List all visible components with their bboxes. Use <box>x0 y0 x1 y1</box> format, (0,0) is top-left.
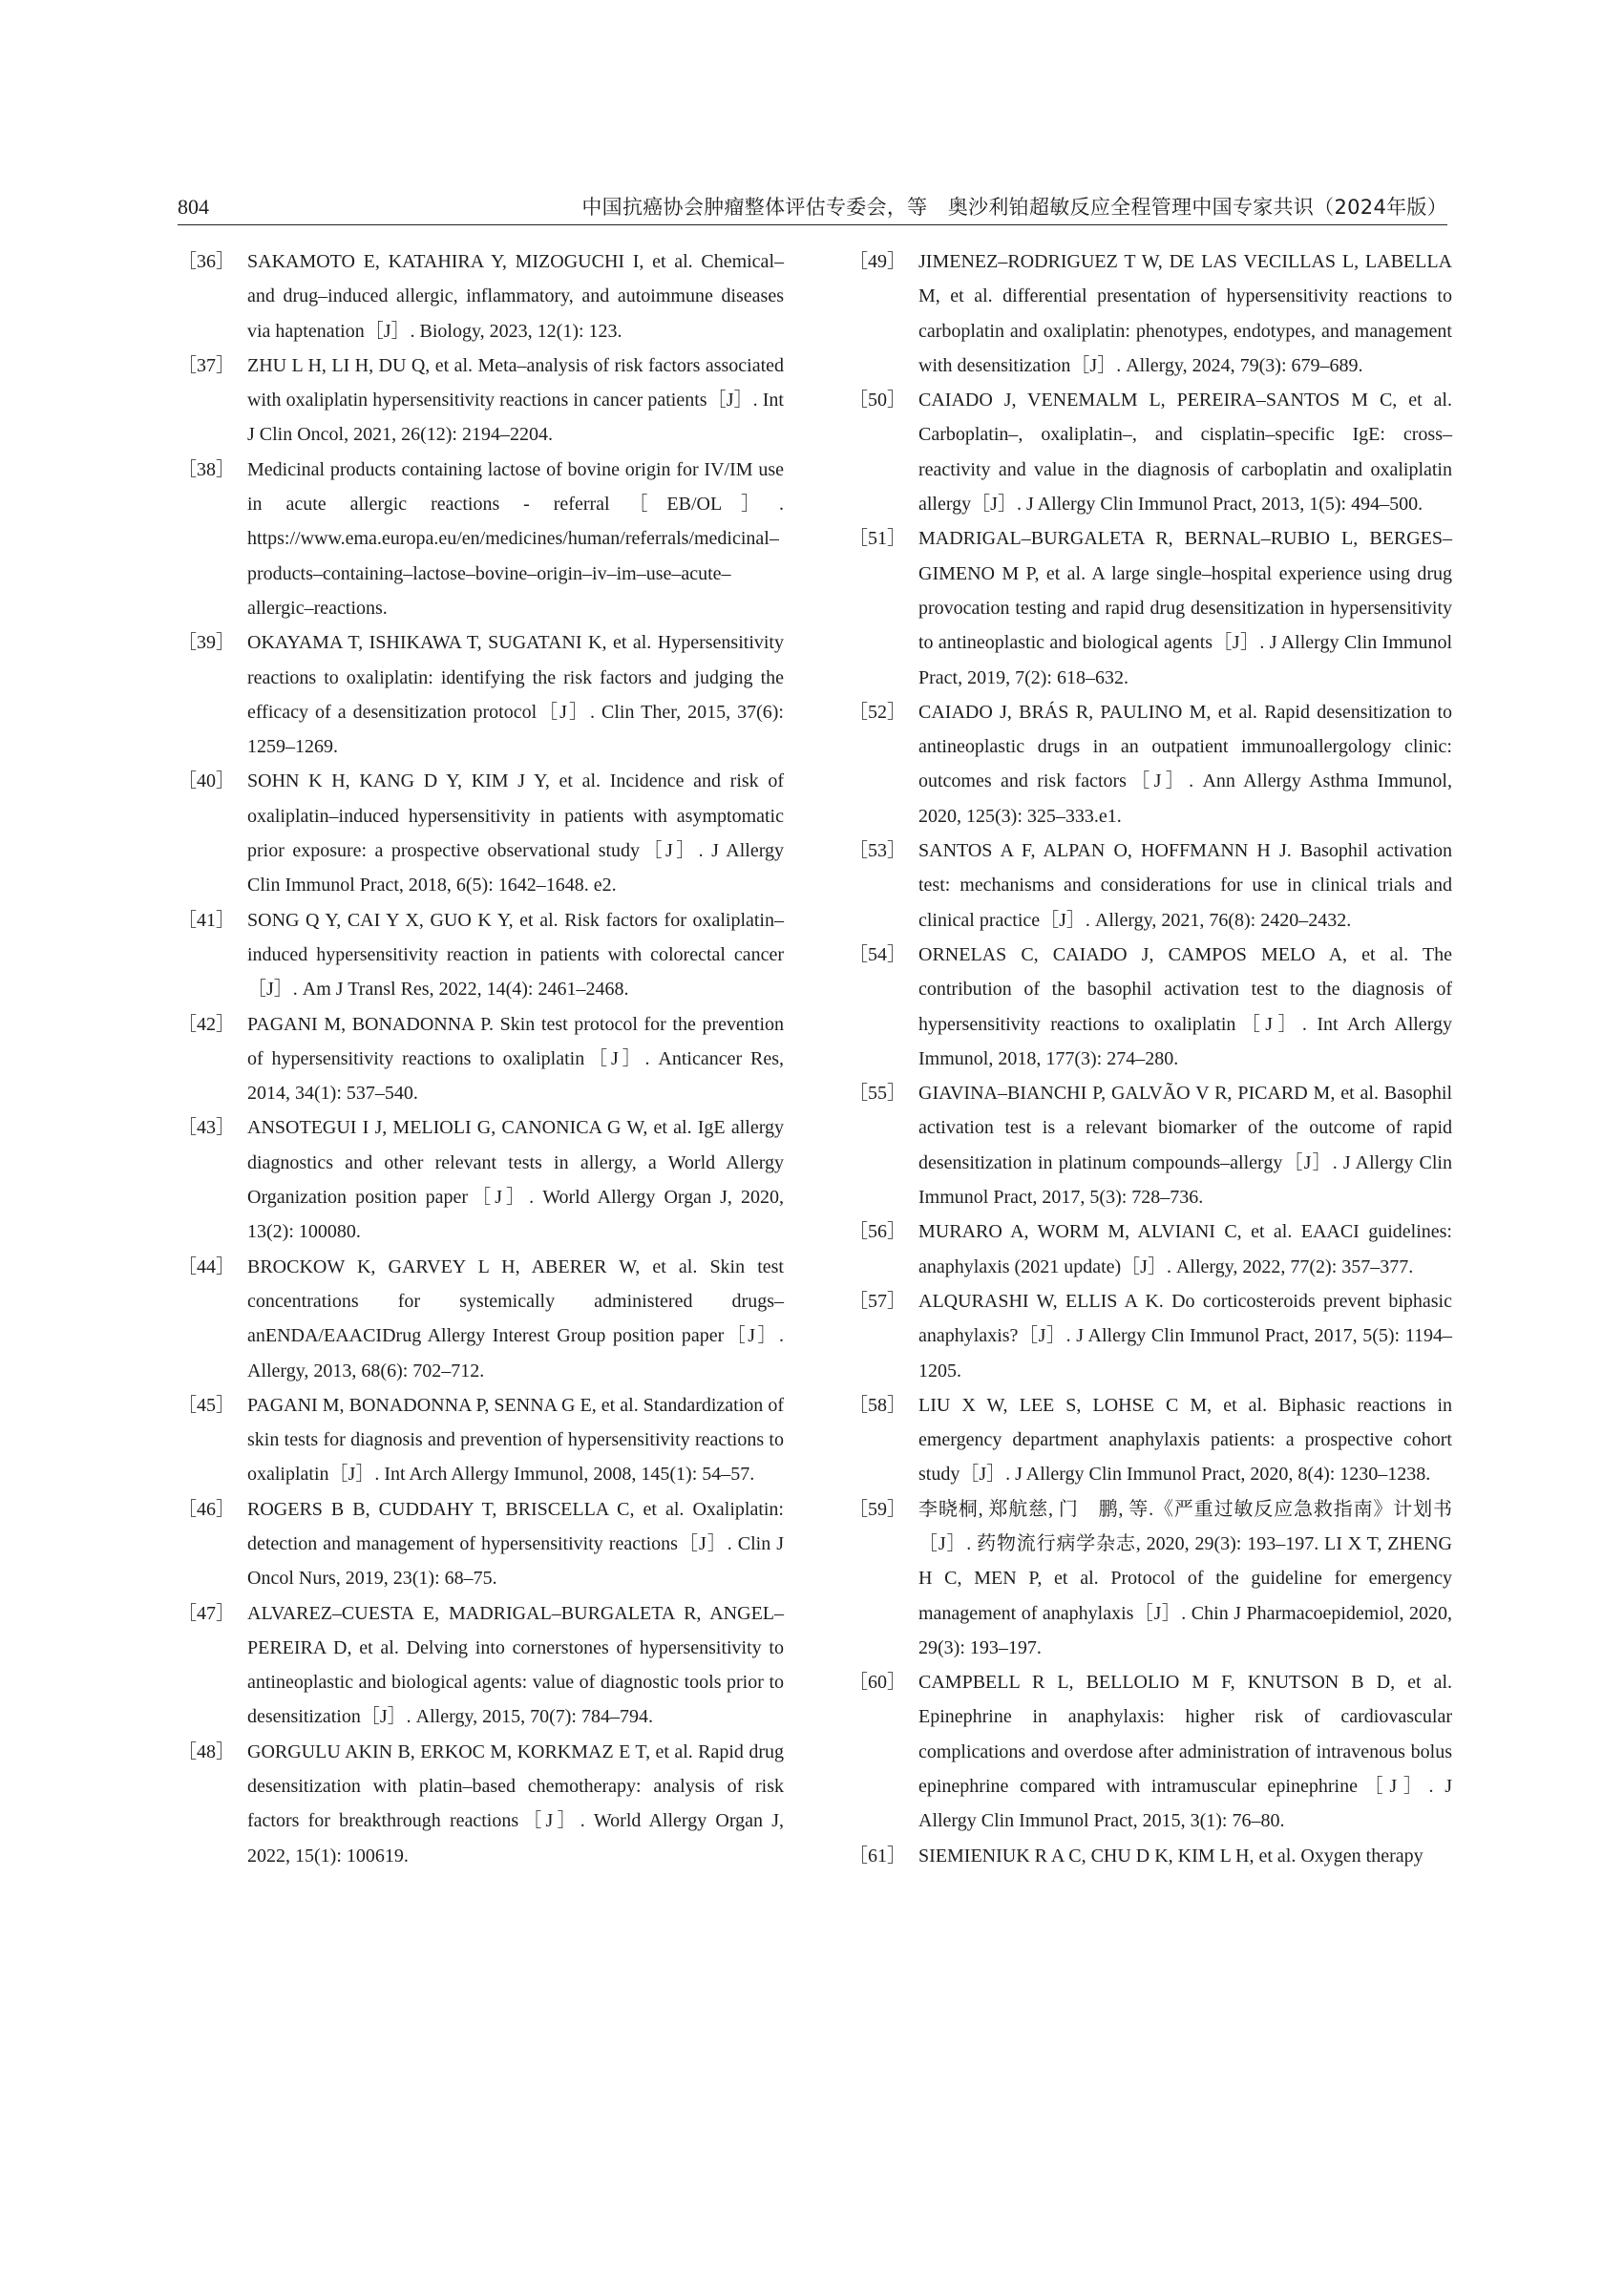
reference-text: ANSOTEGUI I J, MELIOLI G, CANONICA G W, et al. IgE allergy diagnostics and other relevant tests in allergy, a World Allergy Organization position paper［J］. World Allergy Organ J, 2020, 13(2): 100080. <box>247 1117 784 1243</box>
reference-48 <box>178 1735 784 1873</box>
reference-37 <box>178 348 784 453</box>
reference-number: ［40］ <box>178 770 235 792</box>
reference-56 <box>849 1214 1452 1284</box>
reference-number: ［38］ <box>178 458 235 480</box>
reference-number: ［51］ <box>849 528 906 550</box>
reference-number: ［49］ <box>849 251 906 272</box>
reference-53 <box>849 833 1452 938</box>
reference-number: ［54］ <box>849 943 906 965</box>
reference-text: SAKAMOTO E, KATAHIRA Y, MIZOGUCHI I, et al. Chemical– and drug–induced allergic, inflammatory, and autoimmune diseases via haptenation［J］. Biology, 2023, 12(1): 123. <box>247 251 784 342</box>
reference-41 <box>178 903 784 1007</box>
reference-number: ［60］ <box>849 1672 906 1694</box>
reference-number: ［45］ <box>178 1394 235 1416</box>
reference-text: BROCKOW K, GARVEY L H, ABERER W, et al. Skin test concentrations for systemically administered drugs–anENDA/EAACIDrug Allergy Interest Group position paper［J］. Allergy, 2013, 68(6): 702–712. <box>247 1255 784 1382</box>
reference-text: GIAVINA–BIANCHI P, GALVÃO V R, PICARD M, et al. Basophil activation test is a relevant biomarker of the outcome of rapid desensitization in platinum compounds–allergy［J］. J Allergy Clin Immunol Pract, 2017, 5(3): 728–736. <box>918 1083 1452 1209</box>
reference-number: ［48］ <box>178 1740 235 1762</box>
reference-59 <box>849 1492 1452 1665</box>
reference-text: Medicinal products containing lactose of bovine origin for IV/IM use in acute allergic reactions - referral［EB/OL］. https://www.ema.europa.eu/en/medicines/human/referrals/medicinal–products–containing–lactose–bovine–origin–iv–im–use–acute–allergic–reactions. <box>247 458 784 619</box>
reference-58 <box>849 1388 1452 1492</box>
reference-number: ［39］ <box>178 632 235 654</box>
reference-text: ZHU L H, LI H, DU Q, et al. Meta–analysis of risk factors associated with oxaliplatin hypersensitivity reactions in cancer patients［J］. Int J Clin Oncol, 2021, 26(12): 2194–2204. <box>247 354 784 446</box>
reference-text: ALQURASHI W, ELLIS A K. Do corticosteroids prevent biphasic anaphylaxis?［J］. J Allergy Clin Immunol Pract, 2017, 5(5): 1194–1205. <box>918 1290 1452 1382</box>
reference-number: ［36］ <box>178 251 235 272</box>
reference-number: ［56］ <box>849 1221 906 1243</box>
reference-46 <box>178 1492 784 1596</box>
reference-number: ［57］ <box>849 1290 906 1312</box>
references-right-column <box>849 244 1452 1873</box>
page-header <box>178 195 1447 225</box>
running-title: 中国抗癌协会肿瘤整体评估专委会，等 奥沙利铂超敏反应全程管理中国专家共识（2024年版） <box>581 196 1447 219</box>
reference-text: CAIADO J, BRÁS R, PAULINO M, et al. Rapid desensitization to antineoplastic drugs in an outpatient immunoallergology clinic: outcomes and risk factors［J］. Ann Allergy Asthma Immunol, 2020, 125(3): 325–333.e1. <box>918 701 1452 827</box>
reference-number: ［52］ <box>849 701 906 723</box>
reference-49 <box>849 244 1452 383</box>
reference-text: SONG Q Y, CAI Y X, GUO K Y, et al. Risk factors for oxaliplatin–induced hypersensitivity reaction in patients with colorectal cancer［J］. Am J Transl Res, 2022, 14(4): 2461–2468. <box>247 909 784 1001</box>
reference-52 <box>849 695 1452 833</box>
reference-text: CAIADO J, VENEMALM L, PEREIRA–SANTOS M C, et al. Carboplatin–, oxaliplatin–, and cisplatin–specific IgE: cross–reactivity and value in the diagnosis of carboplatin and oxaliplatin allergy［J］. J Allergy Clin Immunol Pract, 2013, 1(5): 494–500. <box>918 390 1452 516</box>
reference-47 <box>178 1596 784 1735</box>
reference-text: MURARO A, WORM M, ALVIANI C, et al. EAACI guidelines: anaphylaxis (2021 update)［J］. Allergy, 2022, 77(2): 357–377. <box>918 1221 1452 1277</box>
reference-number: ［61］ <box>849 1845 906 1867</box>
reference-number: ［47］ <box>178 1602 235 1624</box>
reference-number: ［53］ <box>849 840 906 862</box>
reference-61 <box>849 1839 1452 1873</box>
reference-text: SOHN K H, KANG D Y, KIM J Y, et al. Incidence and risk of oxaliplatin–induced hypersensitivity in patients with asymptomatic prior exposure: a prospective observational study［J］. J Allergy Clin Immunol Pract, 2018, 6(5): 1642–1648. e2. <box>247 770 784 896</box>
reference-number: ［50］ <box>849 390 906 411</box>
reference-text: ORNELAS C, CAIADO J, CAMPOS MELO A, et al. The contribution of the basophil activation test to the diagnosis of hypersensitivity reactions to oxaliplatin［J］. Int Arch Allergy Immunol, 2018, 177(3): 274–280. <box>918 943 1452 1069</box>
reference-43 <box>178 1110 784 1249</box>
reference-40 <box>178 764 784 902</box>
reference-55 <box>849 1076 1452 1214</box>
reference-number: ［58］ <box>849 1394 906 1416</box>
reference-number: ［37］ <box>178 354 235 376</box>
reference-36 <box>178 244 784 348</box>
reference-text: ROGERS B B, CUDDAHY T, BRISCELLA C, et al. Oxaliplatin: detection and management of hypersensitivity reactions［J］. Clin J Oncol Nurs, 2019, 23(1): 68–75. <box>247 1498 784 1590</box>
reference-text: CAMPBELL R L, BELLOLIO M F, KNUTSON B D, et al. Epinephrine in anaphylaxis: higher risk of cardiovascular complications and overdose after administration of intravenous bolus epinephrine compared with intramuscular epinephrine［J］. J Allergy Clin Immunol Pract, 2015, 3(1): 76–80. <box>918 1672 1452 1832</box>
reference-60 <box>849 1665 1452 1838</box>
references-left-column <box>178 244 784 1873</box>
reference-number: ［59］ <box>849 1498 906 1520</box>
reference-44 <box>178 1250 784 1388</box>
reference-text: SIEMIENIUK R A C, CHU D K, KIM L H, et al. Oxygen therapy <box>918 1845 1424 1867</box>
reference-number: ［46］ <box>178 1498 235 1520</box>
reference-number: ［43］ <box>178 1117 235 1139</box>
reference-50 <box>849 383 1452 521</box>
reference-51 <box>849 521 1452 694</box>
reference-39 <box>178 625 784 764</box>
reference-54 <box>849 938 1452 1076</box>
reference-text: JIMENEZ–RODRIGUEZ T W, DE LAS VECILLAS L, LABELLA M, et al. differential presentation of hypersensitivity reactions to carboplatin and oxaliplatin: phenotypes, endotypes, and management with desensitization［J］. Allergy, 2024, 79(3): 679–689. <box>918 251 1452 376</box>
page-number: 804 <box>178 195 209 219</box>
reference-text: OKAYAMA T, ISHIKAWA T, SUGATANI K, et al. Hypersensitivity reactions to oxaliplatin: identifying the risk factors and judging the efficacy of a desensitization protocol［J］. Clin Ther, 2015, 37(6): 1259–1269. <box>247 632 784 758</box>
reference-number: ［41］ <box>178 909 235 931</box>
reference-text: PAGANI M, BONADONNA P, SENNA G E, et al. Standardization of skin tests for diagnosis and prevention of hypersensitivity reactions to oxaliplatin［J］. Int Arch Allergy Immunol, 2008, 145(1): 54–57. <box>247 1394 784 1486</box>
reference-38 <box>178 453 784 625</box>
reference-number: ［44］ <box>178 1255 235 1277</box>
reference-text: ALVAREZ–CUESTA E, MADRIGAL–BURGALETA R, ANGEL–PEREIRA D, et al. Delving into cornerstones of hypersensitivity to antineoplastic and biological agents: value of diagnostic tools prior to desensitization［J］. Allergy, 2015, 70(7): 784–794. <box>247 1602 784 1728</box>
reference-text: GORGULU AKIN B, ERKOC M, KORKMAZ E T, et al. Rapid drug desensitization with platin–based chemotherapy: analysis of risk factors for breakthrough reactions［J］. World Allergy Organ J, 2022, 15(1): 100619. <box>247 1740 784 1867</box>
reference-text: PAGANI M, BONADONNA P. Skin test protocol for the prevention of hypersensitivity reactions to oxaliplatin［J］. Anticancer Res, 2014, 34(1): 537–540. <box>247 1013 784 1105</box>
reference-text: 李晓桐, 郑航慈, 门 鹏, 等.《严重过敏反应急救指南》计划书［J］. 药物流行病学杂志, 2020, 29(3): 193–197. LI X T, ZHENG H C, MEN P, et al. Protocol of the guideline for emergency management of anaphylaxis［J］. Chin J Pharmacoepidemiol, 2020, 29(3): 193–197. <box>918 1498 1452 1658</box>
reference-45 <box>178 1388 784 1492</box>
reference-text: SANTOS A F, ALPAN O, HOFFMANN H J. Basophil activation test: mechanisms and considerations for use in clinical trials and clinical practice［J］. Allergy, 2021, 76(8): 2420–2432. <box>918 840 1452 931</box>
reference-number: ［42］ <box>178 1013 235 1035</box>
reference-text: MADRIGAL–BURGALETA R, BERNAL–RUBIO L, BERGES–GIMENO M P, et al. A large single–hospital experience using drug provocation testing and rapid drug desensitization in hypersensitivity to antineoplastic and biological agents［J］. J Allergy Clin Immunol Pract, 2019, 7(2): 618–632. <box>918 528 1452 688</box>
reference-text: LIU X W, LEE S, LOHSE C M, et al. Biphasic reactions in emergency department anaphylaxis patients: a prospective cohort study［J］. J Allergy Clin Immunol Pract, 2020, 8(4): 1230–1238. <box>918 1394 1452 1486</box>
reference-number: ［55］ <box>849 1083 906 1105</box>
reference-42 <box>178 1007 784 1111</box>
reference-57 <box>849 1284 1452 1388</box>
